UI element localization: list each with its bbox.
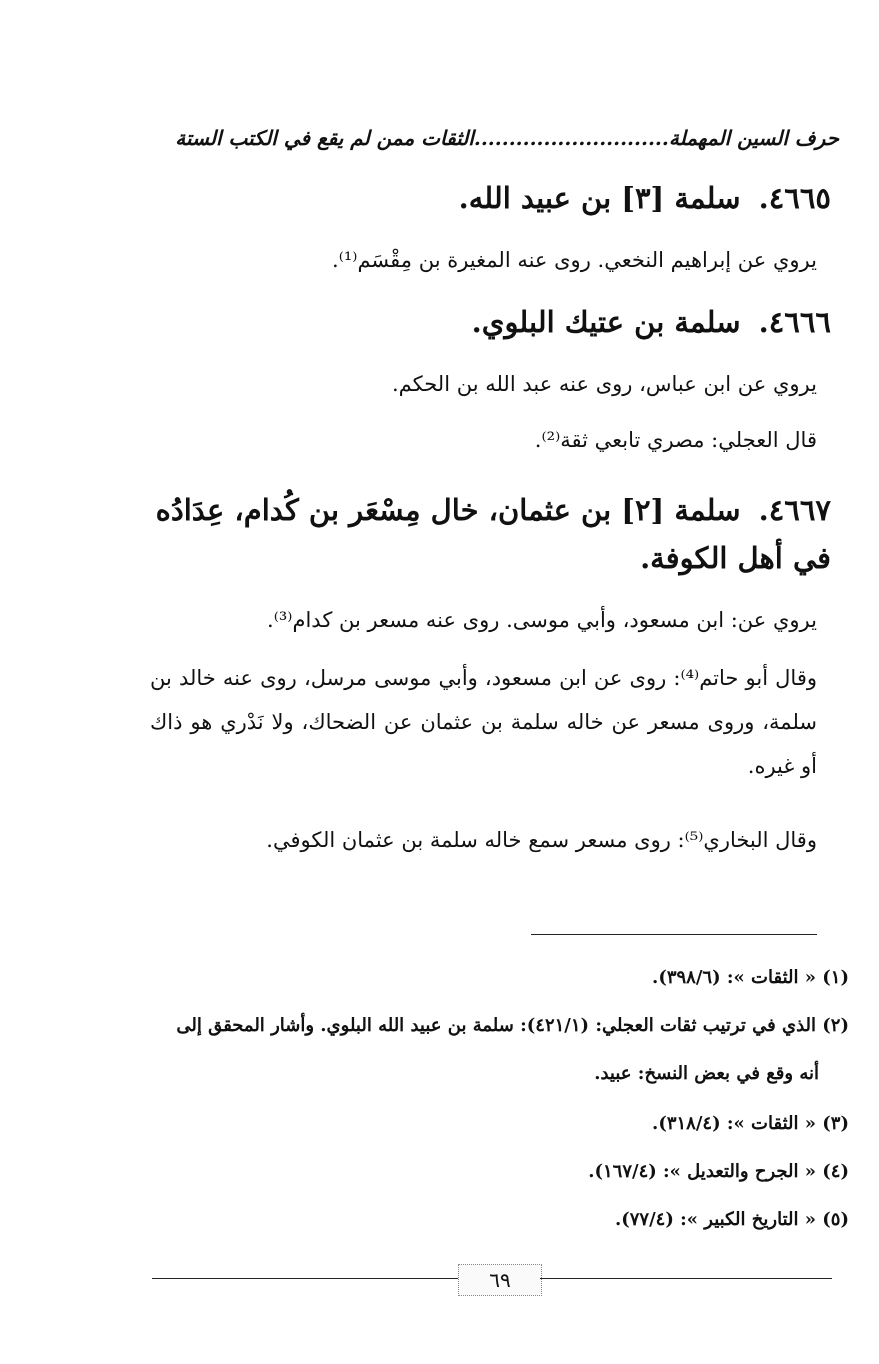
entry-title: سلمة [٣] بن عبيد الله. xyxy=(458,181,741,215)
entry-number: ٤٦٦٧. xyxy=(758,493,831,527)
running-header xyxy=(170,118,839,158)
book-title: الثقات ممن لم يقع في الكتب الستة xyxy=(175,126,474,150)
footer-rule-left xyxy=(152,1278,458,1279)
entry-paragraph: وقال أبو حاتم⁽⁴⁾: روى عن ابن مسعود، وأبي موسى مرسل، روى عنه خالد بن سلمة، وروى مسعر عن خاله سلمة بن عثمان عن الضحاك، ولا نَدْري هو ذاك أو غيره. xyxy=(150,666,818,778)
entry-paragraph: يروي عن: ابن مسعود، وأبي موسى. روى عنه مسعر بن كدام⁽³⁾. xyxy=(267,608,817,632)
header-leader: ............................ xyxy=(473,126,669,150)
entry-number: ٤٦٦٥. xyxy=(758,181,831,215)
chapter-title: حرف السين المهملة xyxy=(668,126,839,150)
footnote-5: (٥) « التاريخ الكبير »: (٧٧/٤). xyxy=(614,1209,849,1230)
entry-number: ٤٦٦٦. xyxy=(758,305,831,339)
entry-paragraph: يروي عن ابن عباس، روى عنه عبد الله بن الحكم. xyxy=(392,372,817,396)
footnote-1: (١) « الثقات »: (٣٩٨/٦). xyxy=(652,967,849,988)
footnote-divider xyxy=(531,934,817,935)
entry-paragraph: قال العجلي: مصري تابعي ثقة⁽²⁾. xyxy=(534,428,817,452)
page-number: ٦٩ xyxy=(458,1264,542,1296)
entry-heading-4667 xyxy=(150,486,831,582)
footnote-3: (٣) « الثقات »: (٣١٨/٤). xyxy=(652,1113,849,1134)
entry-paragraph: يروي عن إبراهيم النخعي. روى عنه المغيرة بن مِقْسَم⁽¹⁾. xyxy=(332,248,817,272)
footnote-2: (٢) الذي في ترتيب ثقات العجلي: (٤٢١/١): سلمة بن عبيد الله البلوي. وأشار المحقق إلى xyxy=(176,1015,849,1036)
footer-rule-right xyxy=(540,1278,832,1279)
entry-heading-4665 xyxy=(150,174,831,222)
entry-paragraph: وقال البخاري⁽⁵⁾: روى مسعر سمع خاله سلمة بن عثمان الكوفي. xyxy=(266,828,817,852)
footnote-4: (٤) « الجرح والتعديل »: (١٦٧/٤). xyxy=(588,1161,849,1182)
footnote-2-continued: أنه وقع في بعض النسخ: عبيد. xyxy=(594,1063,819,1084)
entry-heading-4666 xyxy=(150,298,831,346)
entry-title: سلمة بن عتيك البلوي. xyxy=(471,305,741,339)
entry-title: سلمة [٢] بن عثمان، خال مِسْعَر بن كُدام، عِدَادُه في أهل الكوفة. xyxy=(155,493,831,575)
